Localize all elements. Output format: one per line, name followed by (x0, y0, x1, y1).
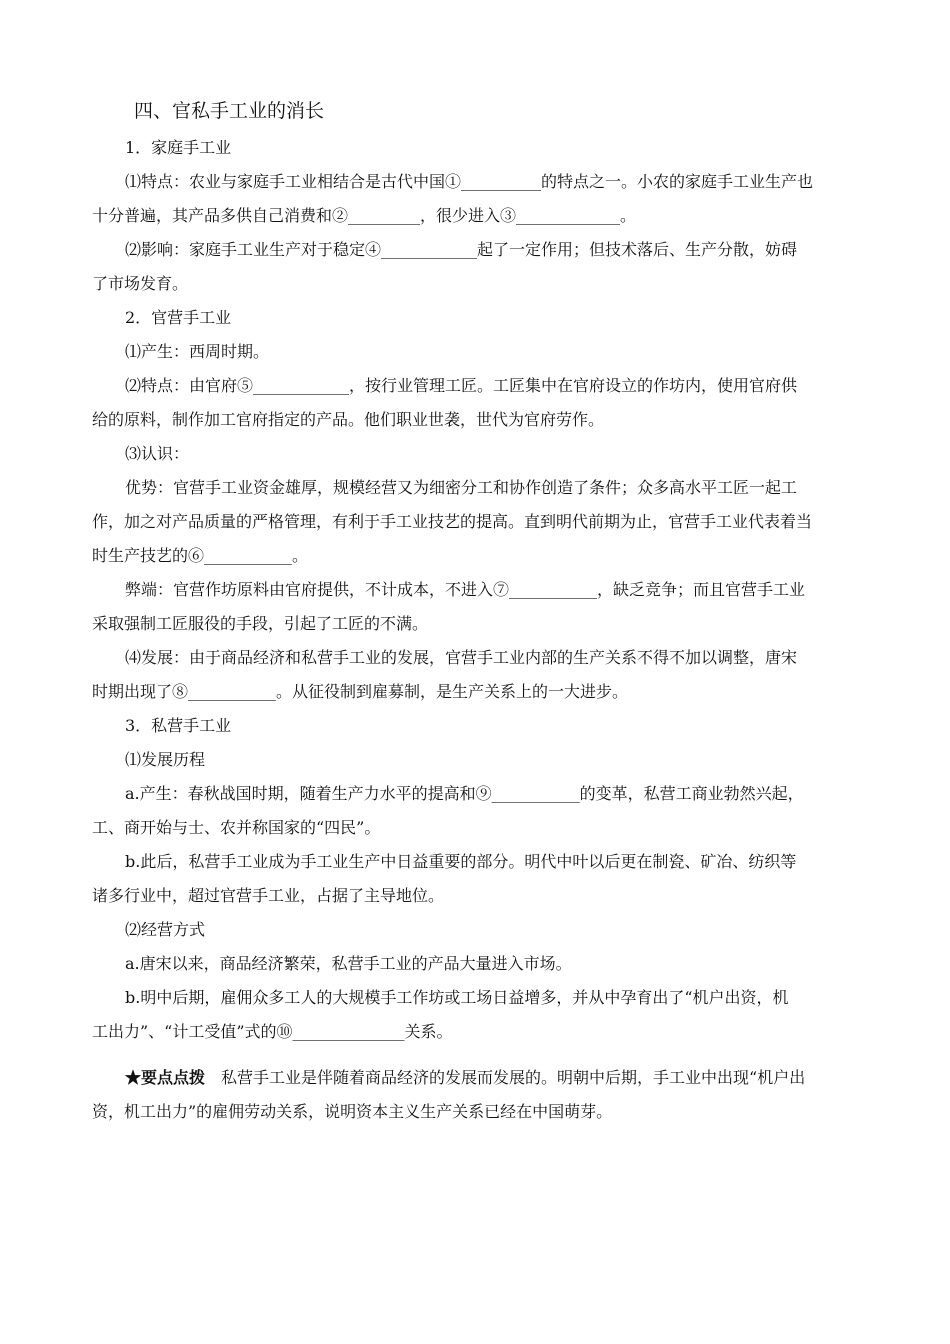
paragraph-line: 诸多行业中，超过官营手工业，占据了主导地位。 (92, 886, 445, 905)
paragraph-line: ⑶认识： (125, 444, 190, 463)
paragraph-line: ⑴产生：西周时期。 (125, 342, 270, 361)
paragraph-line: 时期出现了⑧___________。从征役制到雇募制，是生产关系上的一大进步。 (92, 682, 629, 701)
section-title: 四、官私手工业的消长 (134, 100, 325, 122)
paragraph-line: 弊端：官营作坊原料由官府提供，不计成本，不进入⑦___________，缺乏竞争；而且官营手工业 (125, 580, 806, 599)
paragraph-line: 采取强制工匠服役的手段，引起了工匠的不满。 (92, 614, 429, 633)
paragraph-line: 时生产技艺的⑥___________。 (92, 546, 309, 565)
tip-text: 私营手工业是伴随着商品经济的发展而发展的。明朝中后期，手工业中出现“机户出 (205, 1068, 806, 1087)
paragraph-line: b.此后，私营手工业成为手工业生产中日益重要的部分。明代中叶以后更在制瓷、矿冶、纺织等 (125, 852, 797, 871)
heading-family-handicraft: 1．家庭手工业 (125, 138, 232, 157)
paragraph-line: ⑵经营方式 (125, 920, 206, 939)
paragraph-line: 工出力”、“计工受值”式的⑩______________关系。 (92, 1022, 453, 1041)
key-point-tip (92, 1066, 864, 1090)
paragraph-line: a.产生：春秋战国时期，随着生产力水平的提高和⑨___________的变革，私营工商业勃然兴起， (125, 784, 804, 803)
paragraph-line: 十分普遍，其产品多供自己消费和②_________，很少进入③_____________。 (92, 206, 637, 225)
paragraph-line: ⑴发展历程 (125, 750, 206, 769)
paragraph-line: 了市场发育。 (92, 274, 189, 293)
paragraph-line: ⑷发展：由于商品经济和私营手工业的发展，官营手工业内部的生产关系不得不加以调整，唐宋 (125, 648, 798, 667)
paragraph-line: 资，机工出力”的雇佣劳动关系，说明资本主义生产关系已经在中国萌芽。 (92, 1102, 613, 1121)
paragraph-line: 工、商开始与士、农并称国家的“四民”。 (92, 818, 381, 837)
paragraph-line: 给的原料，制作加工官府指定的产品。他们职业世袭，世代为官府劳作。 (92, 410, 605, 429)
heading-private-handicraft: 3．私营手工业 (125, 716, 232, 735)
paragraph-line: a.唐宋以来，商品经济繁荣，私营手工业的产品大量进入市场。 (125, 954, 572, 973)
document-body (92, 96, 864, 1124)
heading-official-handicraft: 2．官营手工业 (125, 308, 232, 327)
paragraph-line: ⑵特点：由官府⑤____________，按行业管理工匠。工匠集中在官府设立的作坊内，使用官府供 (125, 376, 798, 395)
paragraph-line: b.明中后期，雇佣众多工人的大规模手工作坊或工场日益增多，并从中孕育出了“机户出资，机 (125, 988, 789, 1007)
paragraph-line: 作，加之对产品质量的严格管理，有利于手工业技艺的提高。直到明代前期为止，官营手工业代表着当 (92, 512, 813, 531)
paragraph-line: ⑵影响：家庭手工业生产对于稳定④____________起了一定作用；但技术落后、生产分散，妨碍 (125, 240, 798, 259)
paragraph-line: ⑴特点：农业与家庭手工业相结合是古代中国①__________的特点之一。小农的家庭手工业生产也 (125, 172, 814, 191)
tip-label: ★要点点拨 (125, 1068, 206, 1087)
paragraph-line: 优势：官营手工业资金雄厚，规模经营又为细密分工和协作创造了条件；众多高水平工匠一起工 (125, 478, 798, 497)
